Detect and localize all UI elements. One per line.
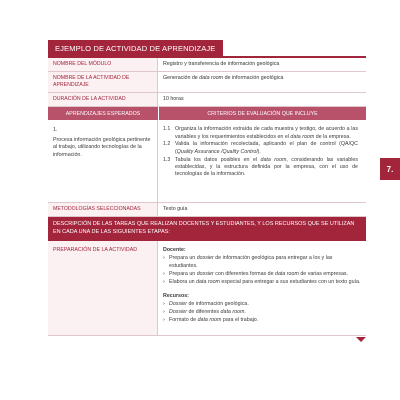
preparacion-body [158,241,366,335]
aprendizaje-text: Procesa información geológica pertinente al trabajo, utilizando tecnologías de la información. [53,136,151,158]
recursos-heading: Recursos: [163,293,189,300]
field-label: NOMBRE DEL MÓDULO [48,58,158,71]
criterio-item [163,157,358,179]
aprendizaje-cell [48,120,158,202]
header-criterios: CRITERIOS DE EVALUACIÓN QUE INCLUYE [159,107,366,120]
bullet-icon: › [163,255,165,262]
field-row-metodologias [48,203,366,217]
list-item: › Dossier de diferentes data room. [163,308,246,315]
criterios-cell [158,120,366,202]
list-item: › Formato de data room para el trabajo. [163,316,259,323]
bullet-icon: › [163,316,165,323]
learning-content [48,120,366,203]
field-row-duration [48,93,366,107]
criterio-item [163,141,358,156]
criterio-number: 1.3 [163,156,171,163]
field-label: DURACIÓN DE LA ACTIVIDAD [48,93,158,106]
field-value: Texto guía [158,203,366,216]
header-aprendizajes: APRENDIZAJES ESPERADOS [48,107,159,120]
sheet-frame [48,56,366,336]
docente-heading: Docente: [163,247,186,254]
field-row-module [48,58,366,72]
chapter-tab: 7. [380,158,400,180]
activity-sheet [48,38,366,336]
field-value: Registro y transferencia de información geológica [158,58,366,71]
criterio-item [163,126,358,141]
descripcion-bar: DESCRIPCIÓN DE LAS TAREAS QUE REALIZAN DOCENTES Y ESTUDIANTES, Y LOS RECURSOS QUE SE UTILIZAN EN CADA UNA DE LAS SIGUIENTES ETAPAS: [48,217,366,241]
bullet-icon: › [163,271,165,278]
sheet-title: EJEMPLO DE ACTIVIDAD DE APRENDIZAJE [48,40,223,56]
criterio-text: Valida la información recolectada, aplicando el plan de control (QA/QC (Quality Assurance /Quality Control). [175,141,358,155]
column-headers [48,107,366,120]
bullet-icon: › [163,308,165,315]
criterio-text: Tabula los datos posibles en el data room, considerando las variables establecidas, y la estructura definida por la empresa, con el uso de tecnologías de la información. [175,156,358,178]
criterio-text: Organiza la información extraída de cada muestra y testigo, de acuerdo a las variables y los requerimientos establecidos en el data room de la empresa. [175,126,358,140]
criterio-number: 1.2 [163,141,171,148]
aprendizaje-number: 1. [53,127,58,134]
field-value: 10 horas [158,93,366,106]
field-value: Generación de data room de información geológica [158,72,366,92]
bullet-icon: › [163,279,165,286]
continue-arrow-icon [356,337,366,342]
criterio-number: 1.1 [163,126,171,133]
list-item: › Elabora un data room especial para entregar a sus estudiantes con un texto guía. [163,279,361,286]
preparacion-row [48,241,366,336]
field-label: METODOLOGÍAS SELECCIONADAS [48,203,158,216]
preparacion-label: PREPARACIÓN DE LA ACTIVIDAD [48,241,158,335]
bullet-icon: › [163,301,165,308]
list-item: › Prepara un dossier de información geológica para entregar a los y las estudiantes. [163,255,333,270]
list-item: › Dossier de información geológica. [163,301,249,308]
field-row-activity [48,72,366,93]
list-item: › Prepara un dossier con diferentes formas de data room de varias empresas. [163,271,349,278]
field-label: NOMBRE DE LA ACTIVIDAD DE APRENDIZAJE [48,72,158,92]
